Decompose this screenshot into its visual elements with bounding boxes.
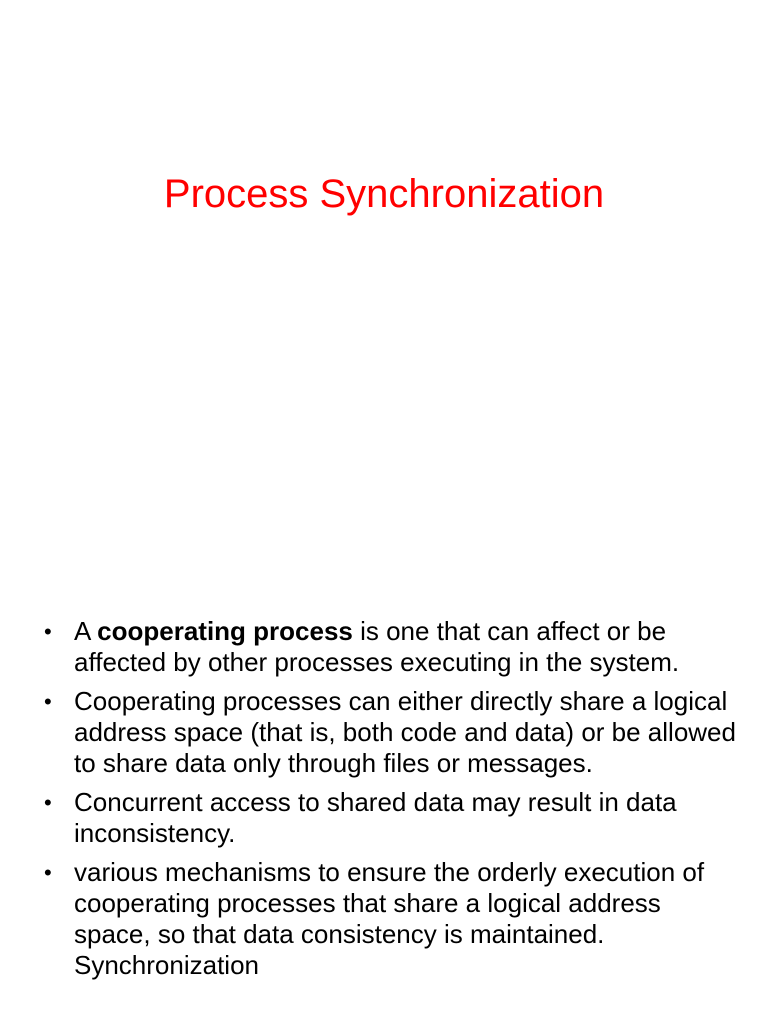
bullet-dot-icon: •	[44, 790, 52, 815]
bullet-item-4	[42, 857, 742, 981]
bullet-3-text: Concurrent access to shared data may result in data inconsistency.	[74, 787, 677, 848]
bullet-item-3	[42, 787, 742, 849]
bullet-1-text: is one that can affect or be affected by other processes executing in the system.	[74, 616, 680, 677]
bullet-dot-icon: •	[44, 619, 52, 644]
bullet-2-text: Cooperating processes can either directly share a logical address space (that is, both code and data) or be allowed to share data only through files or messages.	[74, 686, 736, 778]
bullet-1-bold-term: cooperating process	[97, 616, 353, 646]
bullet-dot-icon: •	[44, 689, 52, 714]
bullet-4-text: various mechanisms to ensure the orderly execution of cooperating processes that share a logical address space, so that data consistency is maintained. Synchronization	[74, 857, 705, 980]
bullet-item-1	[42, 616, 742, 678]
bullet-item-2	[42, 686, 742, 779]
bullet-dot-icon: •	[44, 860, 52, 885]
bullet-1-prefix: A	[74, 616, 98, 646]
bullet-list	[42, 616, 742, 989]
slide-title: Process Synchronization	[163, 172, 605, 216]
